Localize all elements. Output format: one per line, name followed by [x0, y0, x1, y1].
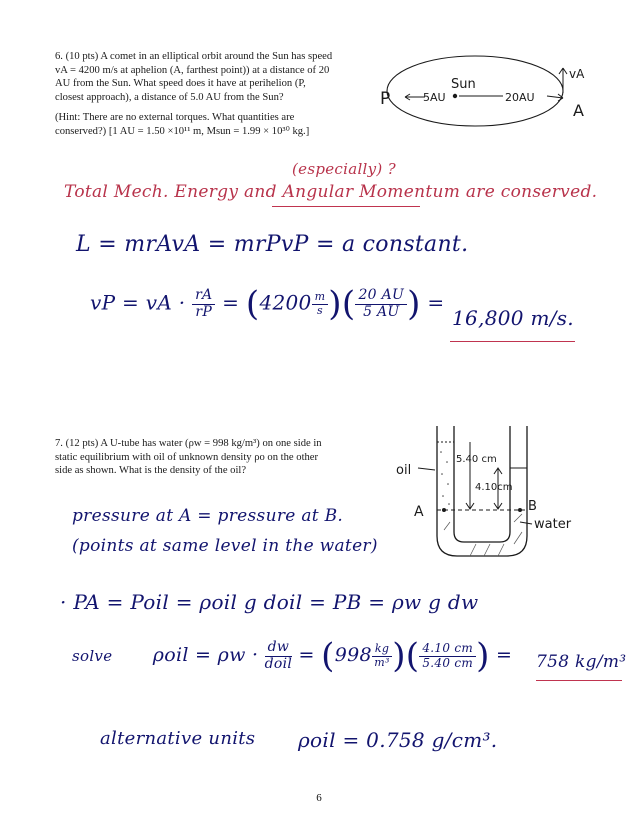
- radius-ratio-den: rP: [195, 303, 213, 320]
- distance-ratio: [355, 288, 407, 320]
- conserved-line: Total Mech. Energy and Angular Momentum are conserved.: [64, 182, 598, 202]
- b-point-label: B: [528, 499, 537, 514]
- oil-label: oil: [396, 463, 412, 478]
- same-level-line: (points at same level in the water): [72, 536, 378, 556]
- page-number: 6: [316, 792, 322, 804]
- sun-label: Sun: [451, 77, 476, 92]
- point-b: [518, 508, 522, 512]
- rho-w-value: 998: [334, 644, 372, 666]
- paren-open-4: (: [405, 636, 420, 676]
- length-ratio: [419, 642, 476, 669]
- problem-7-statement: 7. (12 pts) A U-tube has water (ρw = 998 kg/m³) on one side in static equilibrium with oil of unknown density ρo on the other side as shown. What is the density of the oil?: [55, 438, 322, 477]
- problem-6-hint: (Hint: There are no external torques. What quantities are conserved?) [1 AU = 1.50 ×10¹¹ m, Msun = 1.99 × 10³⁰ kg.]: [55, 112, 310, 137]
- problem-6-statement: 6. (10 pts) A comet in an elliptical orbit around the Sun has speed vA = 4200 m/s at aphelion (A, farthest point)) at a distance of 20 AU from the Sun. What speed does it have at perihelion (P, closest approach), a distance of 5.0 AU from the Sun?: [55, 51, 333, 103]
- depth-ratio-den: doil: [264, 655, 293, 672]
- rho-unit: [372, 643, 392, 668]
- problem-7: [55, 437, 337, 485]
- radius-ratio: [192, 288, 215, 320]
- pressure-line: pressure at A = pressure at B.: [72, 506, 344, 526]
- orbit-diagram: [375, 48, 600, 138]
- eq-sign-3: =: [298, 644, 315, 666]
- answer-6: 16,800 m/s.: [452, 306, 574, 330]
- vp-equation: [90, 284, 444, 324]
- alternative-units-value: ρoil = 0.758 g/cm³.: [298, 728, 498, 752]
- a-label: A: [573, 101, 584, 120]
- eq-sign-2: =: [427, 290, 445, 315]
- radius-ratio-num: rA: [192, 288, 215, 304]
- paren-close-1: ): [328, 284, 342, 324]
- angular-momentum-underline: [272, 206, 420, 207]
- sun-marker: [453, 94, 457, 98]
- p-label: P: [380, 89, 391, 109]
- va-label: vA: [569, 67, 585, 81]
- paren-open-1: (: [245, 284, 260, 324]
- rho-lhs: ρoil = ρw ·: [152, 644, 259, 666]
- paren-open-3: (: [321, 636, 335, 676]
- velocity-arrow: [559, 68, 567, 93]
- point-a: [442, 508, 446, 512]
- va-unit: [312, 291, 329, 316]
- oil-dots: [440, 451, 450, 505]
- water-depth-label: 4.10cm: [475, 482, 513, 493]
- oil-depth-label: 5.40 cm: [456, 454, 497, 465]
- rho-unit-den: m³: [374, 655, 390, 669]
- water-pointer: [520, 522, 532, 524]
- depth-ratio-num: dw: [265, 640, 293, 656]
- dist-a-label: 20AU: [505, 91, 535, 104]
- dist-p-label: 5AU: [423, 91, 446, 104]
- paren-open-2: (: [341, 284, 356, 324]
- va-unit-num: m: [312, 291, 329, 304]
- pressure-equation: · PA = Poil = ρoil g doil = PB = ρw g dw: [60, 590, 479, 614]
- rho-unit-num: kg: [372, 643, 392, 656]
- answer-7: 758 kg/m³: [536, 652, 627, 672]
- water-label: water: [534, 517, 572, 532]
- answer-7-underline: [536, 680, 622, 681]
- paren-close-4: ): [476, 636, 490, 676]
- paren-close-3: ): [392, 636, 406, 676]
- va-value: 4200: [259, 290, 312, 315]
- especially-note: (especially) ?: [292, 160, 396, 178]
- solve-label: solve: [72, 647, 113, 665]
- length-ratio-num: 4.10 cm: [419, 642, 476, 656]
- vp-lhs: vP = vA ·: [90, 290, 186, 315]
- problem-6: [55, 50, 337, 146]
- oil-pointer: [418, 468, 435, 470]
- va-unit-den: s: [316, 303, 323, 317]
- answer-6-underline: [450, 341, 575, 342]
- u-tube-diagram: [380, 418, 590, 568]
- arrow-to-a: [547, 94, 563, 101]
- arrow-to-p: [405, 94, 425, 100]
- angular-momentum-equation: L = mrAvA = mrPvP = a constant.: [76, 232, 469, 257]
- oil-depth-arrow: [466, 442, 474, 509]
- depth-ratio: [265, 640, 293, 672]
- distance-ratio-den: 5 AU: [363, 303, 400, 320]
- solve-equation: [72, 636, 512, 676]
- eq-sign-1: =: [222, 290, 240, 315]
- a-point-label: A: [414, 504, 424, 520]
- eq-sign-4: =: [496, 644, 513, 666]
- length-ratio-den: 5.40 cm: [422, 655, 474, 670]
- paren-close-2: ): [407, 284, 421, 324]
- distance-ratio-num: 20 AU: [355, 288, 407, 304]
- alternative-units-label: alternative units: [100, 728, 256, 749]
